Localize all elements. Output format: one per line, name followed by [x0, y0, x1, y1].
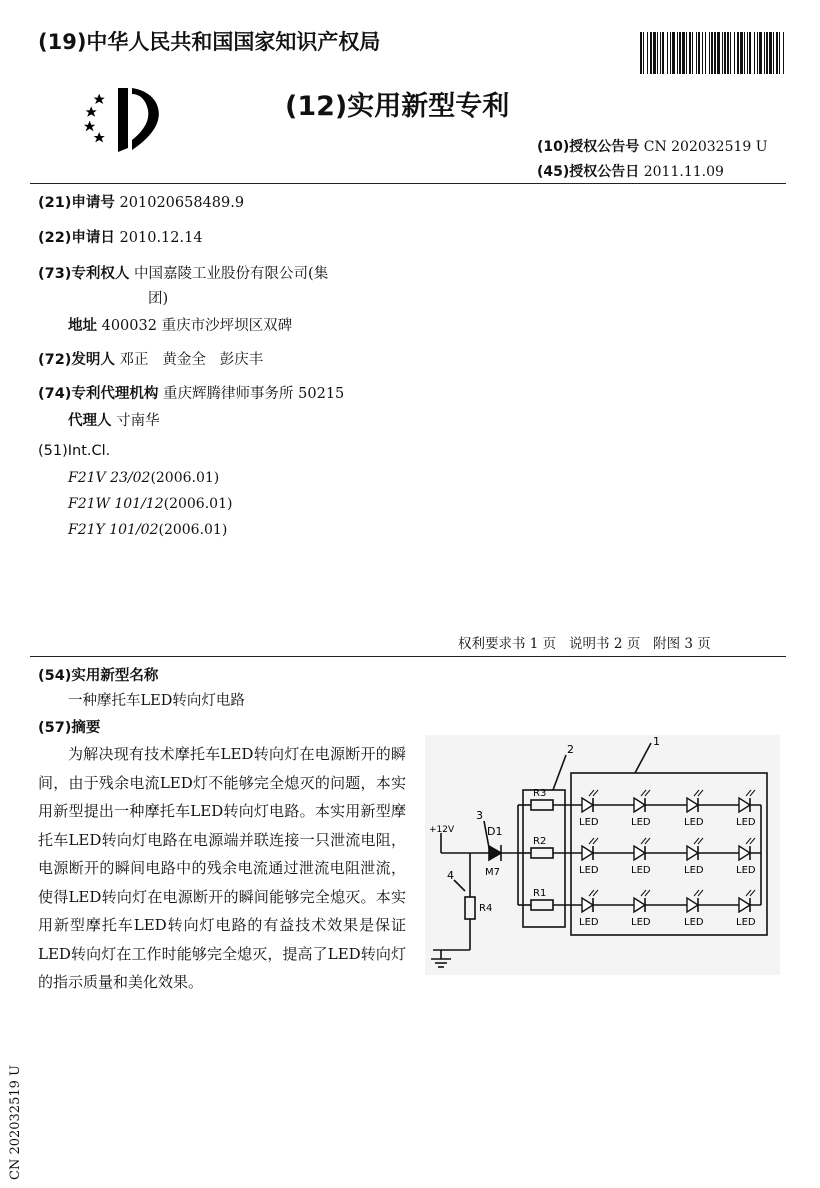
barcode	[640, 32, 786, 74]
barcode-bar	[776, 32, 778, 74]
barcode-bar	[662, 32, 664, 74]
led-label: LED	[579, 917, 599, 928]
figure-background	[425, 735, 780, 975]
led-label: LED	[684, 817, 704, 828]
barcode-bar	[709, 32, 710, 74]
filing-date-label: (22)申请日	[38, 230, 115, 246]
grant-number: CN 202032519 U	[643, 139, 768, 155]
patentee-continued: 团)	[148, 291, 169, 307]
barcode-bar	[653, 32, 656, 74]
barcode-bar	[657, 32, 658, 74]
agency-label: (74)专利代理机构	[38, 386, 159, 402]
agency-row	[38, 382, 344, 403]
section-rule	[30, 656, 786, 657]
barcode-bar	[696, 32, 697, 74]
barcode-bar	[749, 32, 751, 74]
application-number: 201020658489.9	[119, 195, 245, 211]
barcode-bar	[727, 32, 729, 74]
led-label: LED	[631, 817, 651, 828]
abstract-label: (57)摘要	[38, 720, 101, 736]
barcode-bar	[757, 32, 758, 74]
barcode-bar	[764, 32, 765, 74]
header-rule	[30, 183, 786, 184]
ipc-entry	[68, 522, 227, 538]
barcode-bar	[643, 32, 644, 74]
grant-date-label: (45)授权公告日	[537, 164, 640, 180]
ipc-code: F21Y 101/02	[68, 522, 159, 538]
document-type: (12)实用新型专利	[285, 91, 510, 122]
barcode-bar	[672, 32, 675, 74]
led-label: LED	[684, 865, 704, 876]
barcode-bar	[783, 32, 784, 74]
office-name: (19)中华人民共和国国家知识产权局	[38, 30, 381, 54]
ipc-date: (2006.01)	[158, 522, 228, 538]
application-number-row	[38, 191, 244, 212]
barcode-bar	[702, 32, 703, 74]
barcode-bar	[759, 32, 762, 74]
circuit-diagram	[425, 735, 780, 975]
barcode-bar	[730, 32, 731, 74]
barcode-bar	[740, 32, 743, 74]
agent-row	[68, 409, 160, 430]
inventors-row	[38, 348, 263, 369]
label-m7: M7	[485, 867, 500, 878]
led-label: LED	[736, 917, 756, 928]
barcode-bar	[754, 32, 755, 74]
address: 400032 重庆市沙坪坝区双碑	[101, 318, 293, 334]
patentee-row	[38, 262, 328, 283]
barcode-bar	[640, 32, 642, 74]
led-label: LED	[631, 865, 651, 876]
filing-date-row	[38, 226, 203, 247]
grant-date-row	[537, 161, 724, 181]
barcode-bar	[650, 32, 652, 74]
ipc-entry	[68, 470, 219, 486]
grant-number-label: (10)授权公告号	[537, 139, 640, 155]
ipc-date: (2006.01)	[150, 470, 220, 486]
led-label: LED	[579, 865, 599, 876]
barcode-bar	[766, 32, 768, 74]
agency: 重庆辉腾律师事务所 50215	[163, 386, 345, 402]
barcode-bar	[769, 32, 772, 74]
label-3: 3	[476, 809, 483, 822]
barcode-bar	[689, 32, 691, 74]
barcode-bar	[667, 32, 668, 74]
label-r4: R4	[479, 903, 493, 914]
resistor-label: R3	[533, 788, 547, 799]
resistor-label: R1	[533, 888, 547, 899]
patentee: 中国嘉陵工业股份有限公司(集	[134, 266, 329, 282]
cnipa-logo	[80, 84, 180, 156]
side-publication-number: CN 202032519 U	[8, 1065, 23, 1180]
agent: 寸南华	[116, 413, 160, 429]
barcode-bar	[737, 32, 739, 74]
led-label: LED	[736, 865, 756, 876]
inventors: 邓正 黄金全 彭庆丰	[119, 352, 264, 368]
barcode-bar	[677, 32, 678, 74]
utility-model-title: 一种摩托车LED转向灯电路	[68, 693, 245, 709]
led-label: LED	[684, 917, 704, 928]
barcode-bar	[717, 32, 720, 74]
barcode-bar	[722, 32, 723, 74]
title-label: (54)实用新型名称	[38, 668, 159, 684]
barcode-bar	[647, 32, 648, 74]
led-label: LED	[579, 817, 599, 828]
label-d1: D1	[487, 825, 503, 838]
abstract-section-label	[38, 716, 100, 737]
led-label: LED	[736, 817, 756, 828]
grant-number-row	[537, 136, 768, 156]
barcode-bar	[779, 32, 780, 74]
barcode-bar	[698, 32, 700, 74]
barcode-bar	[692, 32, 693, 74]
label-supply: +12V	[429, 825, 455, 835]
ipc-code: F21W 101/12	[68, 496, 164, 512]
filing-date: 2010.12.14	[119, 230, 203, 246]
resistor-label: R2	[533, 836, 547, 847]
barcode-bar	[734, 32, 735, 74]
barcode-bar	[705, 32, 706, 74]
title-section-label	[38, 664, 158, 685]
led-label: LED	[631, 917, 651, 928]
barcode-bar	[744, 32, 745, 74]
barcode-bar	[747, 32, 748, 74]
barcode-bar	[724, 32, 726, 74]
grant-date: 2011.11.09	[643, 164, 724, 180]
barcode-bar	[714, 32, 716, 74]
address-label: 地址	[68, 318, 97, 334]
barcode-bar	[670, 32, 671, 74]
patentee-label: (73)专利权人	[38, 266, 130, 282]
label-2: 2	[567, 743, 574, 756]
agent-label: 代理人	[68, 413, 112, 429]
barcode-bar	[660, 32, 661, 74]
barcode-bar	[686, 32, 687, 74]
int-cl-label: (51)Int.Cl.	[38, 443, 111, 459]
barcode-bar	[711, 32, 713, 74]
barcode-bar	[773, 32, 774, 74]
application-number-label: (21)申请号	[38, 195, 115, 211]
inventors-label: (72)发明人	[38, 352, 115, 368]
ipc-code: F21V 23/02	[68, 470, 151, 486]
ipc-date: (2006.01)	[163, 496, 233, 512]
page-count-info: 权利要求书 1 页 说明书 2 页 附图 3 页	[458, 636, 711, 652]
ipc-entry	[68, 496, 232, 512]
barcode-bar	[679, 32, 681, 74]
label-4: 4	[447, 869, 454, 882]
barcode-bar	[682, 32, 685, 74]
address-row	[68, 314, 292, 335]
label-1: 1	[653, 735, 660, 748]
abstract-text: 为解决现有技术摩托车LED转向灯在电源断开的瞬间，由于残余电流LED灯不能够完全熄灭的问题，本实用新型提出一种摩托车LED转向灯电路。本实用新型摩托车LED转向灯电路在电源端并联连接一只泄流电阻，电源断开的瞬间电路中的残余电流通过泄流电阻泄流，使得LED转向灯在电源断开的瞬间能够完全熄灭。本实用新型摩托车LED转向灯电路的有益技术效果是保证LED转向灯在工作时能够完全熄灭，提高了LED转向灯的指示质量和美化效果。	[38, 745, 406, 991]
